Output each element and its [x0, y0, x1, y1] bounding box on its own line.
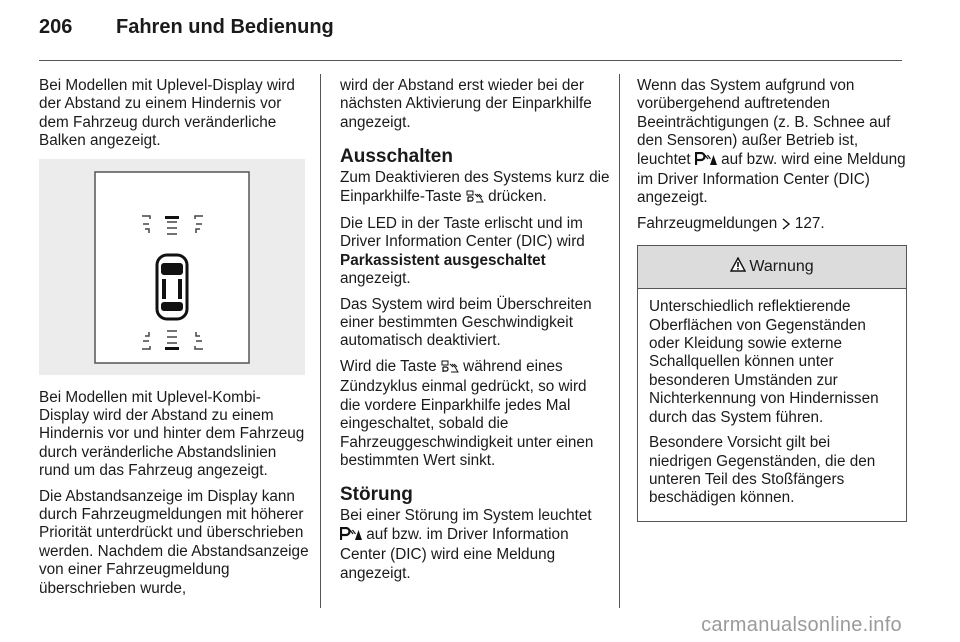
- header-rule: [39, 60, 902, 61]
- column-divider: [320, 74, 321, 608]
- paragraph: Wenn das System aufgrund von vorübergehend auftretenden Beeinträchtigungen (z. B. Schnee auf den Sensoren) außer Betrieb ist, leuchtet auf bzw. wird eine Meldung im Driver Information Center (DIC) angezeigt.: [637, 77, 906, 207]
- paragraph: Das System wird beim Überschreiten einer bestimmten Geschwindigkeit automatisch deaktiviert.: [340, 295, 592, 350]
- column-1: [39, 77, 311, 605]
- page-reference-arrow-icon: [782, 217, 791, 235]
- paragraph: Wird die Taste während eines Zündzyklus einmal gedrückt, so wird die vordere Einparkhilfe jedes Mal eingeschaltet, sobald die Fahrzeuggeschwindigkeit unter einen bestimmten Wert sinkt.: [340, 357, 594, 469]
- paragraph: Fahrzeugmeldungen 127.: [637, 215, 907, 235]
- paragraph: Die Abstandsanzeige im Display kann durch Fahrzeugmeldungen mit höherer Priorität unterdrückt und überschrieben werden. Nachdem die Abstandsanzeige von einer Fahrzeugmeldung überschrieben wurde,: [39, 487, 309, 597]
- parking-display-illustration: [39, 159, 305, 375]
- paragraph: Die LED in der Taste erlischt und im Driver Information Center (DIC) wird Parkassistent ausgeschaltet angezeigt.: [340, 215, 585, 288]
- parking-assist-button-icon: [441, 360, 459, 378]
- paragraph: Besondere Vorsicht gilt bei niedrigen Gegenständen, die den unteren Teil des Stoßfängers beschädigen können.: [649, 434, 876, 507]
- watermark: carmanualsonline.info: [701, 614, 902, 636]
- paragraph: Bei Modellen mit Uplevel-Kombi-Display wird der Abstand zu einem Hindernis vor und hinter dem Fahrzeug durch veränderliche Abstandslinien rund um das Fahrzeug angezeigt.: [39, 388, 305, 480]
- heading-ausschalten: Ausschalten: [340, 146, 453, 168]
- paragraph: Bei Modellen mit Uplevel-Display wird der Abstand zu einem Hindernis vor dem Fahrzeug durch veränderliche Balken angezeigt.: [39, 77, 295, 150]
- warning-box: [637, 245, 907, 521]
- warning-title: Warnung: [749, 258, 814, 276]
- column-2: [340, 77, 610, 590]
- page-reference[interactable]: 127.: [794, 214, 825, 232]
- dic-message: Parkassistent ausgeschaltet: [340, 251, 546, 269]
- page-number: 206: [39, 16, 73, 38]
- heading-stoerung: Störung: [340, 484, 413, 506]
- parking-warning-symbol-icon: [340, 527, 362, 546]
- warning-body: [638, 289, 906, 520]
- column-3: [637, 77, 907, 522]
- paragraph: wird der Abstand erst wieder bei der nächsten Aktivierung der Einparkhilfe angezeigt.: [340, 77, 592, 131]
- paragraph: Unterschiedlich reflektierende Oberflächen von Gegenständen oder Kleidung sowie externe Schallquellen können unter besonderen Umständen zur Nichterkennung von Hindernissen durch das System führen.: [649, 298, 879, 426]
- paragraph: Bei einer Störung im System leuchtet auf bzw. im Driver Information Center (DIC) wird eine Meldung angezeigt.: [340, 507, 592, 582]
- warning-icon: [730, 257, 746, 277]
- page-title: Fahren und Bedienung: [116, 16, 334, 38]
- column-divider: [619, 74, 620, 608]
- parking-assist-button-icon: [466, 190, 484, 208]
- parking-warning-symbol-icon: [695, 152, 717, 171]
- parking-sensor-graphic: [39, 159, 305, 375]
- warning-header: [638, 246, 906, 289]
- paragraph: Zum Deaktivieren des Systems kurz die Einparkhilfe-Taste drücken.: [340, 169, 610, 208]
